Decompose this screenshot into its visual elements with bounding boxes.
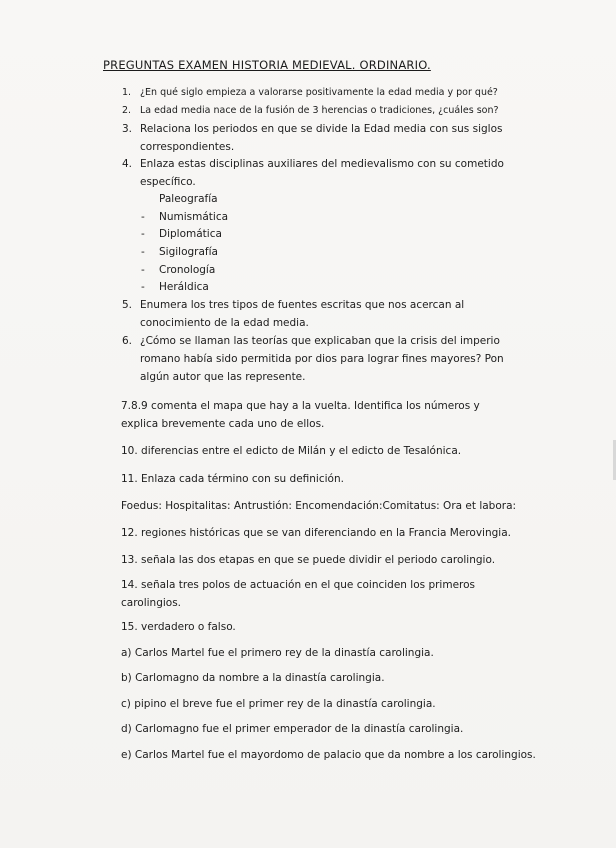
- question-5: [122, 296, 464, 332]
- list-item: - Diplomática: [141, 228, 222, 240]
- question-12: 12. regiones históricas que se van diferenciando en la Francia Merovingia.: [121, 527, 511, 539]
- question-text: ¿En qué siglo empieza a valorarse positivamente la edad media y por qué?: [140, 87, 498, 98]
- question-text: Enlaza estas disciplinas auxiliares del medievalismo con su cometido: [140, 158, 504, 170]
- question-number: 5.: [122, 299, 133, 311]
- list-item: - Cronología: [141, 264, 216, 276]
- page-title: PREGUNTAS EXAMEN HISTORIA MEDIEVAL. ORDINARIO.: [103, 58, 431, 72]
- list-item: Paleografía: [159, 193, 218, 205]
- question-text: ¿Cómo se llaman las teorías que explicaban que la crisis del imperio: [140, 335, 500, 347]
- question-14: [121, 576, 475, 612]
- question-text: correspondientes.: [140, 141, 235, 153]
- question-text: Relaciona los periodos en que se divide la Edad media con sus siglos: [140, 123, 503, 135]
- question-3: [122, 120, 502, 156]
- question-6: [122, 332, 504, 386]
- question-number: 2.: [122, 105, 132, 116]
- question-text: carolingios.: [121, 597, 182, 609]
- option-a: a) Carlos Martel fue el primero rey de la dinastía carolingia.: [121, 647, 434, 659]
- question-10: 10. diferencias entre el edicto de Milán y el edicto de Tesalónica.: [121, 445, 462, 457]
- question-text: algún autor que las represente.: [140, 371, 306, 383]
- question-1: [122, 84, 498, 102]
- question-text: romano había sido permitida por dios para lograr fines mayores? Pon: [140, 353, 504, 365]
- question-2: [122, 102, 499, 120]
- question-text: Enumera los tres tipos de fuentes escritas que nos acercan al: [140, 299, 465, 311]
- option-e: e) Carlos Martel fue el mayordomo de palacio que da nombre a los carolingios.: [121, 749, 536, 761]
- question-number: 6.: [122, 335, 133, 347]
- question-13: 13. señala las dos etapas en que se puede dividir el periodo carolingio.: [121, 554, 496, 566]
- list-item: - Sigilografía: [141, 246, 218, 258]
- question-7-8-9: [121, 397, 480, 433]
- question-15: 15. verdadero o falso.: [121, 621, 236, 633]
- question-text: explica brevemente cada uno de ellos.: [121, 418, 325, 430]
- option-d: d) Carlomagno fue el primer emperador de la dinastía carolingia.: [121, 723, 464, 735]
- list-item: - Numismática: [141, 211, 229, 223]
- question-number: 3.: [122, 123, 133, 135]
- question-number: 4.: [122, 158, 133, 170]
- question-4: [122, 155, 504, 191]
- question-text: específico.: [140, 176, 196, 188]
- terms-line: Foedus: Hospitalitas: Antrustión: Encomendación:Comitatus: Ora et labora:: [121, 500, 517, 512]
- question-text: 7.8.9 comenta el mapa que hay a la vuelta. Identifica los números y: [121, 400, 480, 412]
- question-11: 11. Enlaza cada término con su definición.: [121, 473, 344, 485]
- option-c: c) pipino el breve fue el primer rey de la dinastía carolingia.: [121, 698, 436, 710]
- question-text: 14. señala tres polos de actuación en el que coinciden los primeros: [121, 579, 476, 591]
- question-number: 1.: [122, 87, 132, 98]
- list-item: - Heráldica: [141, 281, 209, 293]
- question-text: conocimiento de la edad media.: [140, 317, 309, 329]
- option-b: b) Carlomagno da nombre a la dinastía carolingia.: [121, 672, 385, 684]
- question-text: La edad media nace de la fusión de 3 herencias o tradiciones, ¿cuáles son?: [140, 105, 499, 116]
